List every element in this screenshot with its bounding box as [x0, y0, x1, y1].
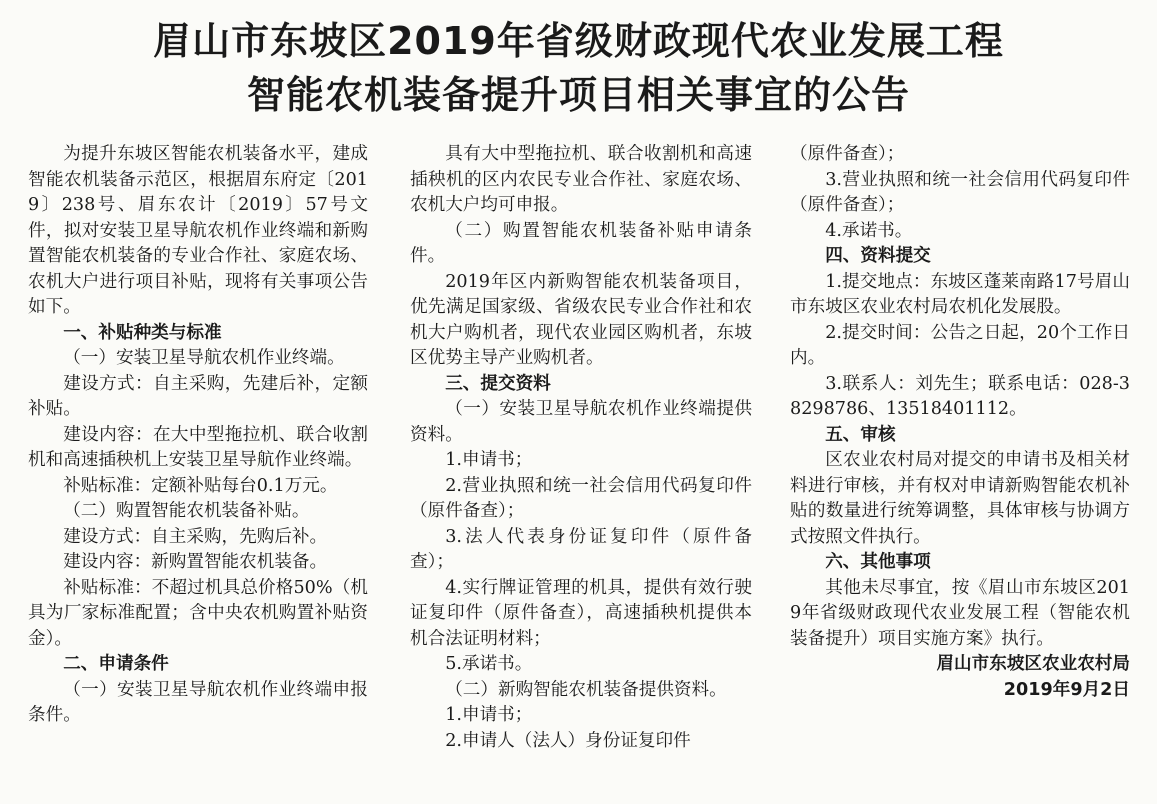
column-1 — [28, 142, 368, 729]
paragraph: （一）安装卫星导航农机作业终端申报条件。 — [28, 679, 368, 725]
paragraph: 建设内容：新购置智能农机装备。 — [63, 552, 328, 572]
paragraph: 2.营业执照和统一社会信用代码复印件（原件备查）； — [410, 475, 752, 521]
paragraph: 其他未尽事宜，按《眉山市东坡区2019年省级财政现代农业发展工程（智能农机装备提升）项目实施方案》执行。 — [790, 577, 1130, 649]
signature-date: 2019年9月2日 — [1003, 679, 1130, 700]
paragraph: 补贴标准：定额补贴每台0.1万元。 — [63, 475, 338, 496]
paragraph: 建设方式：自主采购，先建后补，定额补贴。 — [28, 373, 368, 419]
notice-title-line-1: 眉山市东坡区2019年省级财政现代农业发展工程 — [153, 19, 1004, 63]
section-heading: 六、其他事项 — [825, 552, 931, 572]
paragraph: 3.联系人：刘先生；联系电话：028-38298786、13518401112。 — [790, 373, 1130, 419]
paragraph: 3.法人代表身份证复印件（原件备查）； — [410, 526, 752, 572]
section-heading: 二、申请条件 — [63, 654, 169, 674]
paragraph: （一）安装卫星导航农机作业终端提供资料。 — [410, 399, 752, 445]
paragraph-continued: （原件备查）； — [790, 144, 905, 164]
paragraph: 2019年区内新购智能农机装备项目，优先满足国家级、省级农民专业合作社和农机大户购机者，现代农业园区购机者，东坡区优势主导产业购机者。 — [410, 271, 752, 368]
paragraph: （一）安装卫星导航农机作业终端。 — [63, 348, 345, 368]
paragraph: 具有大中型拖拉机、联合收割机和高速插秧机的区内农民专业合作社、家庭农场、农机大户均可申报。 — [410, 144, 752, 215]
paragraph: 区农业农村局对提交的申请书及相关材料进行审核，并有权对申请新购智能农机补贴的数量进行统筹调整，具体审核与协调方式按照文件执行。 — [790, 450, 1130, 547]
paragraph: 建设方式：自主采购，先购后补。 — [63, 526, 328, 547]
section-heading: 一、补贴种类与标准 — [63, 322, 222, 343]
paragraph: 补贴标准：不超过机具总价格50%（机具为厂家标准配置；含中央农机购置补贴资金）。 — [28, 577, 368, 649]
paragraph: 1.提交地点：东坡区蓬莱南路17号眉山市东坡区农业农村局农机化发展股。 — [790, 271, 1130, 317]
paragraph: 3.营业执照和统一社会信用代码复印件（原件备查）； — [790, 169, 1130, 215]
column-3 — [790, 142, 1130, 703]
signature-issuer: 眉山市东坡区农业农村局 — [936, 654, 1130, 674]
column-2 — [410, 142, 752, 754]
paragraph: 为提升东坡区智能农机装备水平，建成智能农机装备示范区，根据眉东府定〔2019〕238号、眉东农计〔2019〕57号文件，拟对安装卫星导航农机作业终端和新购置智能农机装备的专业合作社、家庭农场、农机大户进行项目补贴，现将有关事项公告如下。 — [28, 144, 368, 317]
section-heading: 五、审核 — [825, 424, 896, 445]
paragraph: 5.承诺书。 — [445, 654, 533, 674]
paragraph: 2.提交时间：公告之日起，20个工作日内。 — [790, 322, 1130, 368]
notice-title-line-2: 智能农机装备提升项目相关事宜的公告 — [246, 73, 910, 117]
section-heading: 四、资料提交 — [825, 246, 931, 266]
paragraph: （二）新购智能农机装备提供资料。 — [445, 679, 727, 700]
paragraph: 4.实行牌证管理的机具，提供有效行驶证复印件（原件备查），高速插秧机提供本机合法证明材料； — [410, 577, 752, 649]
paragraph: 1.申请书； — [445, 705, 533, 725]
paragraph: 1.申请书； — [445, 450, 533, 470]
paragraph: （二）购置智能农机装备补贴。 — [63, 501, 310, 521]
paragraph: 4.承诺书。 — [825, 220, 913, 241]
paragraph: （二）购置智能农机装备补贴申请条件。 — [410, 220, 752, 266]
paragraph: 2.申请人（法人）身份证复印件 — [445, 730, 691, 751]
section-heading: 三、提交资料 — [445, 373, 551, 394]
paragraph: 建设内容：在大中型拖拉机、联合收割机和高速插秧机上安装卫星导航作业终端。 — [28, 424, 368, 470]
